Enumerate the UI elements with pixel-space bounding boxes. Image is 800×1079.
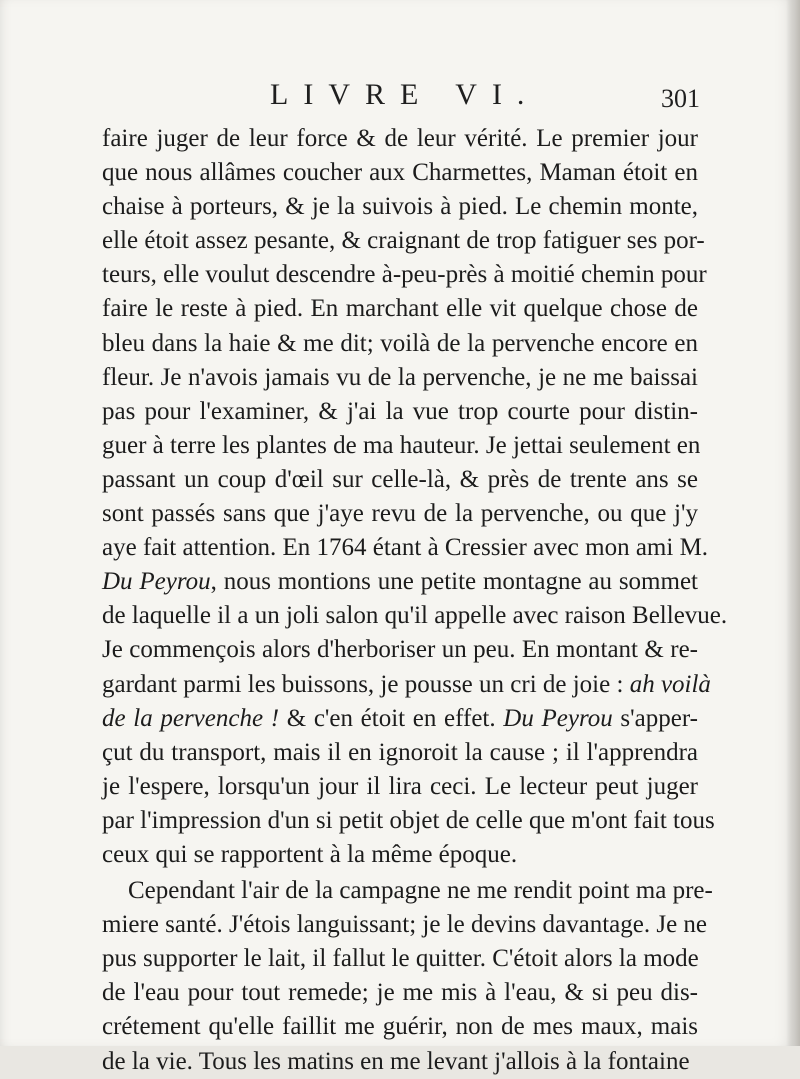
italic-text: Du Peyrou	[503, 704, 613, 732]
text-line	[102, 1010, 698, 1044]
text-segment: pas pour l'examiner, & j'ai la vue trop courte pour distin-	[102, 397, 698, 425]
text-segment: bleu dans la haie & me dit; voilà de la pervenche encore en	[102, 329, 698, 357]
text-line	[102, 908, 708, 942]
text-line	[102, 497, 698, 531]
text-segment: teurs, elle voulut descendre à-peu-près à moitié chemin pour	[102, 261, 707, 289]
text-line	[102, 770, 698, 804]
text-line	[102, 702, 698, 736]
text-segment: de l'eau pour tout remede; je me mis à l'eau, & si peu dis-	[102, 979, 698, 1007]
text-segment: aye fait attention. En 1764 étant à Cressier avec mon ami M.	[102, 534, 709, 562]
text-line	[102, 327, 698, 361]
text-line	[102, 874, 713, 908]
text-segment: pus supporter le lait, il fallut le quitter. C'étoit alors la mode	[102, 945, 699, 973]
text-line	[102, 463, 698, 497]
text-line	[102, 224, 705, 258]
text-segment: par l'impression d'un si petit objet de celle que m'ont fait tous	[102, 806, 715, 834]
text-segment: , nous montions une petite montagne au sommet	[210, 568, 698, 596]
text-line	[102, 122, 698, 156]
italic-text: Du Peyrou	[102, 568, 211, 596]
text-line	[102, 156, 698, 190]
text-line	[102, 361, 698, 395]
text-segment: ceux qui se rapportent à la même époque.	[102, 840, 518, 868]
text-line	[102, 190, 698, 224]
text-line	[102, 804, 715, 838]
text-segment: faire juger de leur force & de leur vérité. Le premier jour	[102, 125, 698, 152]
text-segment: miere santé. J'étois languissant; je le devins davantage. Je ne	[102, 911, 708, 939]
text-line	[102, 976, 698, 1010]
text-line	[102, 395, 698, 429]
text-line	[102, 599, 728, 633]
text-segment: elle étoit assez pesante, & craignant de trop fatiguer ses por-	[102, 227, 705, 255]
text-segment: faire le reste à pied. En marchant elle vit quelque chose de	[102, 295, 698, 323]
page-header	[110, 78, 700, 118]
text-segment: passant un coup d'œil sur celle-là, & près de trente ans se	[102, 465, 698, 493]
text-segment: s'apper-	[612, 704, 699, 732]
text-segment: que nous allâmes coucher aux Charmettes, Maman étoit en	[102, 159, 698, 187]
text-segment: de laquelle il a un joli salon qu'il appelle avec raison Bellevue.	[102, 602, 728, 630]
text-line	[102, 1045, 698, 1079]
text-line	[102, 429, 701, 463]
running-title: LIVRE VI.	[270, 78, 540, 111]
text-segment: gardant parmi les buissons, je pousse un cri de joie :	[102, 670, 630, 698]
page-gutter-shadow	[786, 0, 800, 1046]
text-line	[102, 531, 709, 565]
text-segment: chaise à porteurs, & je la suivois à pied. Le chemin monte,	[102, 193, 698, 221]
text-line	[102, 668, 711, 702]
text-segment: de la vie. Tous les matins en me levant j'allois à la fontaine	[102, 1047, 690, 1075]
text-segment: & c'en étoit en effet.	[279, 704, 504, 732]
italic-text: de la pervenche !	[102, 704, 280, 732]
text-segment: sont passés sans que j'aye revu de la pervenche, ou que j'y	[102, 500, 698, 528]
text-segment: çut du transport, mais il en ignoroit la cause ; il l'apprendra	[102, 738, 698, 766]
text-segment: je l'espere, lorsqu'un jour il lira ceci. Le lecteur peut juger	[102, 772, 698, 800]
text-segment: Je commençois alors d'herboriser un peu. En montant & re-	[102, 636, 698, 664]
text-line	[102, 942, 698, 976]
page-number: 301	[661, 84, 700, 113]
text-line	[102, 565, 698, 599]
text-line	[102, 292, 698, 326]
text-segment: Cependant l'air de la campagne ne me rendit point ma pre-	[128, 877, 713, 905]
text-line	[102, 633, 698, 667]
text-segment: fleur. Je n'avois jamais vu de la pervenche, je ne me baissai	[102, 363, 698, 391]
text-line	[102, 838, 698, 872]
text-segment: guer à terre les plantes de ma hauteur. Je jettai seulement en	[102, 431, 701, 459]
text-line	[102, 258, 707, 292]
text-segment: crétement qu'elle faillit me guérir, non de mes maux, mais	[102, 1013, 698, 1041]
text-line	[102, 736, 698, 770]
italic-text: ah voilà	[629, 670, 711, 698]
body-text	[102, 122, 728, 1079]
